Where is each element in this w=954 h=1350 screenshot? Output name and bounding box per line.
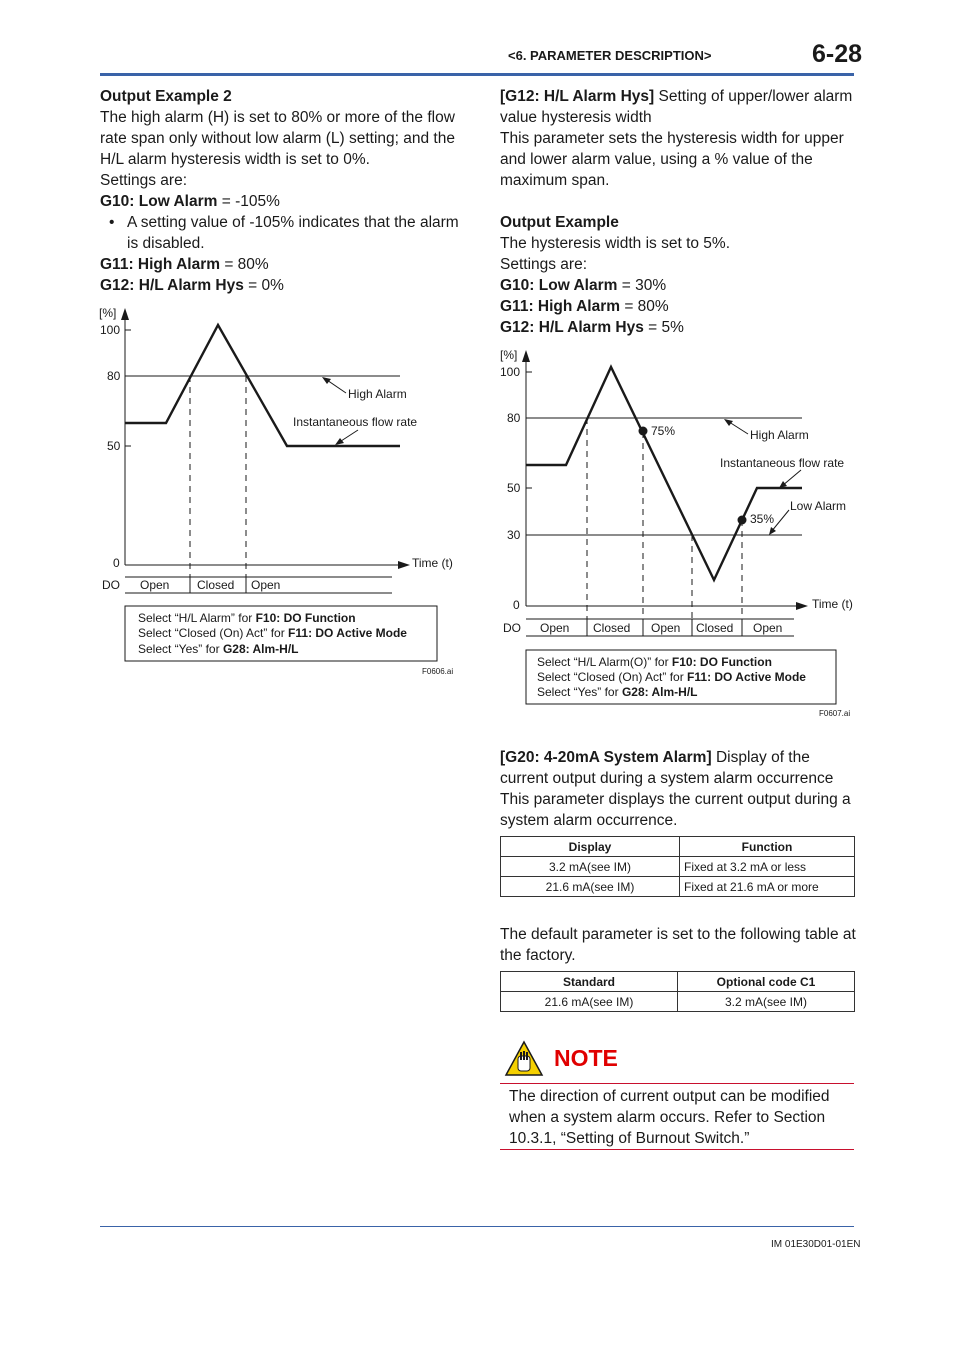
- table1-header-function: Function: [680, 837, 855, 857]
- g10-setting-right: G10: Low Alarm = 30%: [500, 277, 667, 294]
- do-state-r4: Closed: [696, 621, 734, 635]
- y-unit-label: [%]: [99, 306, 117, 320]
- settings-are-label-right: Settings are:: [500, 256, 588, 273]
- do-state-r1: Open: [540, 621, 570, 635]
- output-example-2-intro: The high alarm (H) is set to 80% or more of the flow rate span only without low alarm (L) setting; and the H/L alarm hysteresis width is set to 0%.: [100, 109, 455, 168]
- table-row: 21.6 mA(see IM) Fixed at 21.6 mA or more: [501, 877, 855, 897]
- high-alarm-label-right: High Alarm: [750, 428, 809, 442]
- g12-heading-label: [G12: H/L Alarm Hys]: [500, 88, 655, 105]
- settings-are-label: Settings are:: [100, 172, 188, 189]
- g10-label: G10: Low Alarm: [100, 193, 218, 210]
- do-state-1: Open: [140, 578, 170, 592]
- do-state-3: Open: [251, 578, 281, 592]
- y-tick-80: 80: [107, 369, 121, 383]
- g20-description: This parameter displays the current output during a system alarm occurrence.: [500, 791, 851, 829]
- y-tick-50-right: 50: [507, 481, 521, 495]
- section-header: <6. PARAMETER DESCRIPTION>: [508, 48, 712, 63]
- g10-bullet-note: • A setting value of -105% indicates that the alarm is disabled.: [100, 212, 460, 254]
- g20-section: [500, 747, 854, 831]
- high-alarm-label: High Alarm: [348, 387, 407, 401]
- box-line-r2: Select “Closed (On) Act” for F11: DO Active Mode: [537, 670, 806, 684]
- time-label: Time (t): [412, 556, 453, 570]
- footer-rule: [100, 1226, 854, 1227]
- do-label: DO: [102, 578, 120, 592]
- box-line-r3: Select “Yes” for G28: Alm-H/L: [537, 685, 698, 699]
- table-row: 21.6 mA(see IM) 3.2 mA(see IM): [501, 992, 855, 1012]
- y-tick-100: 100: [100, 323, 121, 337]
- box-line-2: Select “Closed (On) Act” for F11: DO Active Mode: [138, 626, 407, 640]
- default-text-block: [500, 924, 856, 966]
- figure-id: F0606.ai: [422, 667, 454, 676]
- output-example-2-title: Output Example 2: [100, 88, 232, 105]
- note-bottom-rule: [500, 1149, 854, 1150]
- box-line-3: Select “Yes” for G28: Alm-H/L: [138, 642, 299, 656]
- point-35: [738, 516, 747, 525]
- time-label-right: Time (t): [812, 597, 853, 611]
- table1-header-display: Display: [501, 837, 680, 857]
- g12-setting-right: G12: H/L Alarm Hys = 5%: [500, 319, 684, 336]
- y-unit-label-right: [%]: [500, 348, 518, 362]
- y-tick-0-right: 0: [513, 598, 520, 612]
- y-tick-50: 50: [107, 439, 121, 453]
- note-text: The direction of current output can be modified when a system alarm occurs. Refer to Section 10.3.1, “Setting of Burnout Switch.”: [509, 1088, 830, 1147]
- point-75: [639, 427, 648, 436]
- note-title: NOTE: [554, 1045, 618, 1071]
- table-row: 3.2 mA(see IM) Fixed at 3.2 mA or less: [501, 857, 855, 877]
- table2-header-standard: Standard: [501, 972, 678, 992]
- flow-label-right: Instantaneous flow rate: [720, 456, 845, 470]
- do-state-r5: Open: [753, 621, 783, 635]
- y-tick-80-right: 80: [507, 411, 521, 425]
- point-75-label: 75%: [651, 424, 676, 438]
- figure-id-right: F0607.ai: [819, 709, 851, 718]
- g20-heading-label: [G20: 4-20mA System Alarm]: [500, 749, 712, 766]
- default-table: [500, 971, 855, 1012]
- box-line-1: Select “H/L Alarm” for F10: DO Function: [138, 611, 356, 625]
- y-tick-30-right: 30: [507, 528, 521, 542]
- g12-label: G12: H/L Alarm Hys: [100, 277, 244, 294]
- low-alarm-label-right: Low Alarm: [790, 499, 847, 513]
- g11-label: G11: High Alarm: [100, 256, 221, 273]
- g11-setting-right: G11: High Alarm = 80%: [500, 298, 669, 315]
- g12-heading-desc: Setting of upper/lower alarm value hysteresis width: [500, 88, 853, 126]
- page-number: 6-28: [812, 40, 863, 68]
- g20-heading: [500, 747, 854, 789]
- point-35-label: 35%: [750, 512, 775, 526]
- default-text: The default parameter is set to the following table at the factory.: [500, 926, 856, 964]
- g12-value: = 0%: [243, 277, 284, 294]
- do-state-2: Closed: [197, 578, 235, 592]
- system-alarm-table: [500, 836, 855, 897]
- output-example-title: Output Example: [500, 214, 619, 231]
- g10-value: = -105%: [217, 193, 280, 210]
- do-label-right: DO: [503, 621, 521, 635]
- g12-description: This parameter sets the hysteresis width for upper and lower alarm value, using a % value of the maximum span.: [500, 130, 844, 189]
- output-example-desc: The hysteresis width is set to 5%.: [500, 235, 731, 252]
- note-top-rule: [500, 1083, 854, 1084]
- flow-label: Instantaneous flow rate: [293, 415, 418, 429]
- table2-header-c1: Optional code C1: [678, 972, 855, 992]
- box-line-r1: Select “H/L Alarm(O)” for F10: DO Function: [537, 655, 772, 669]
- note-body: [509, 1086, 847, 1149]
- do-state-r2: Closed: [593, 621, 631, 635]
- document-id: IM 01E30D01-01EN: [771, 1239, 861, 1250]
- do-state-r3: Open: [651, 621, 681, 635]
- caution-hand-icon: [504, 1040, 544, 1078]
- g20-heading-desc: Display of the current output during a system alarm occurrence: [500, 749, 834, 787]
- y-tick-100-right: 100: [500, 365, 521, 379]
- flow-rate-line-right: [526, 367, 802, 580]
- y-tick-0: 0: [113, 556, 120, 570]
- g11-value: = 80%: [220, 256, 269, 273]
